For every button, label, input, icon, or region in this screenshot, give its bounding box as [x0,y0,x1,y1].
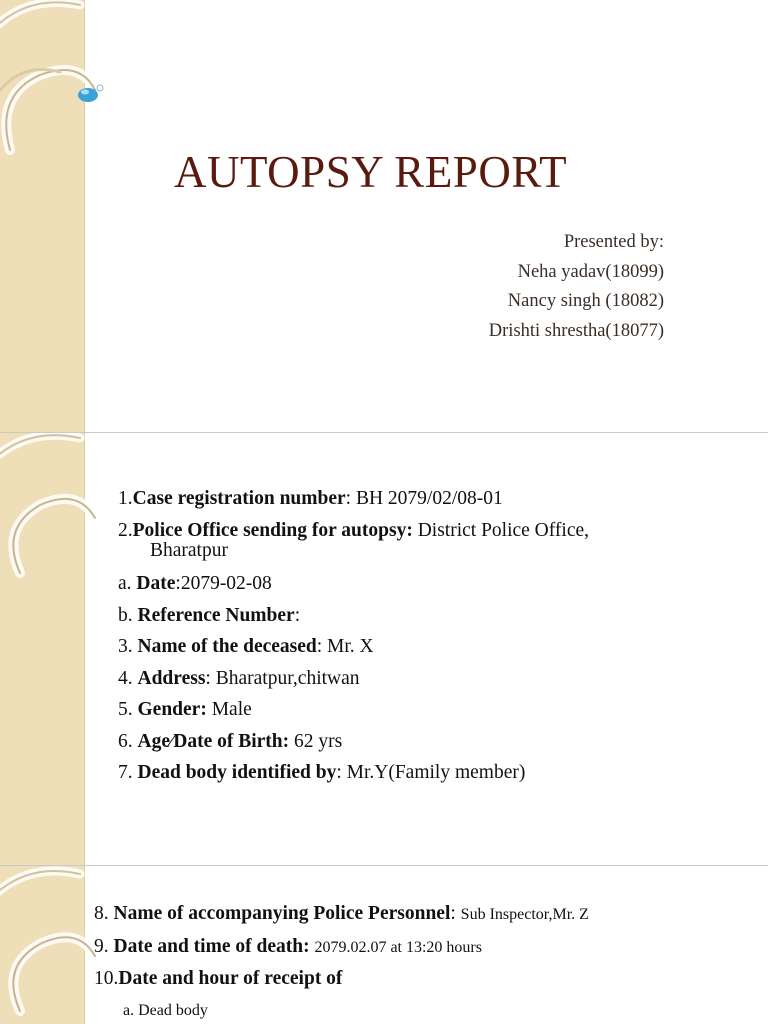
decorative-rings-icon [0,0,130,432]
list-item-continuation: Bharatpur [150,540,228,561]
presenter-name: Neha yadav(18099) [517,261,664,282]
list-item: 6. Age⁄Date of Birth: 62 yrs [118,730,343,752]
list-item: 3. Name of the deceased: Mr. X [118,636,374,657]
sub-list-item: a. Dead body [123,1001,208,1019]
list-item: b. Reference Number: [118,604,301,626]
slide-title: AUTOPSY REPORT [174,147,568,197]
presented-by-label: Presented by: [563,232,664,252]
blue-bead-icon [78,88,98,102]
list-item: 4. Address: Bharatpur,chitwan [118,667,360,689]
list-item: 1.Case registration number: BH 2079/02/08-01 [118,488,503,509]
list-item: 9. Date and time of death: 2079.02.07 at 13:20 hours [94,935,482,957]
list-item: 2.Police Office sending for autopsy: District Police Office, [118,519,590,541]
list-item: 7. Dead body identified by: Mr.Y(Family member) [118,762,526,783]
list-item: 8. Name of accompanying Police Personnel: Sub Inspector,Mr. Z [94,903,589,924]
police-details-list [94,898,589,1024]
case-details-list [118,483,589,789]
presenter-name: Nancy singh (18082) [507,291,664,311]
case-details-slide [0,433,768,865]
list-item: a. Date:2079-02-08 [118,573,272,594]
police-details-slide [0,866,768,1024]
list-item: 5. Gender: Male [118,699,252,720]
list-item: 10.Date and hour of receipt of [94,968,343,989]
presenter-name: Drishti shrestha(18077) [488,320,664,341]
decorative-rings-icon [0,433,130,865]
presenters-block [489,228,664,346]
title-slide [0,0,768,432]
